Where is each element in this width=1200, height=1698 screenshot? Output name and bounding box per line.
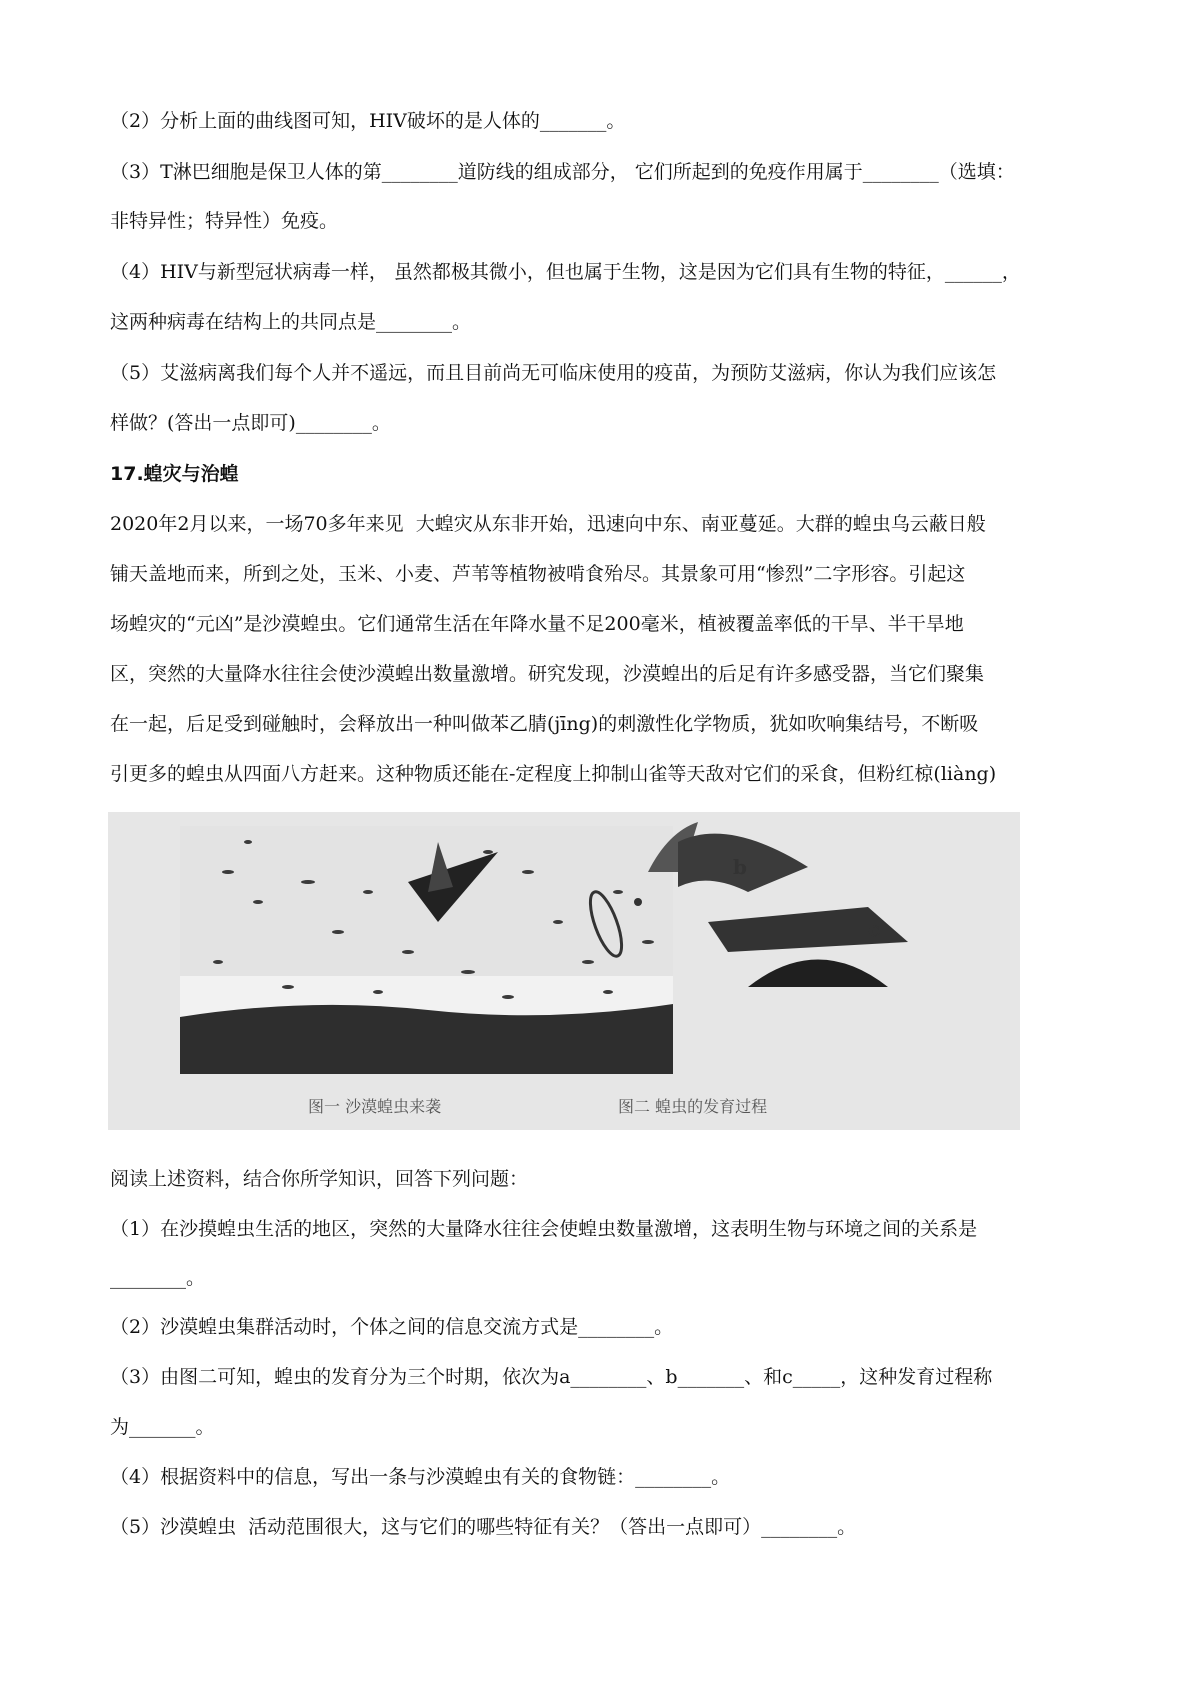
passage-line-2: 铺天盖地而来，所到之处，玉米、小麦、芦苇等植物被啃食殆尽。其景象可用“惨烈”二字形容。引起这 (110, 563, 966, 585)
question-16-4: （4）HIV与新型冠状病毒一样， 虽然都极其微小，但也属于生物，这是因为它们具有生物的特征，______， (110, 261, 1021, 283)
passage-line-1: 2020年2月以来，一场70多年来见 大蝗灾从东非开始，迅速向中东、南亚蔓延。大群的蝗虫乌云蔽日般 (110, 513, 986, 535)
question-17-1-cont: ________。 (110, 1267, 206, 1289)
question-16-5: （5）艾滋病离我们每个人并不遥远，而且目前尚无可临床使用的疫苗，为预防艾滋病，你认为我们应该怎 (110, 362, 997, 384)
locust-figure (108, 812, 1020, 1130)
section-17-heading: 17.蝗灾与治蝗 (110, 463, 239, 485)
passage-line-3: 场蝗灾的“元凶”是沙漠蝗虫。它们通常生活在年降水量不足200毫米，植被覆盖率低的干旱、半干旱地 (110, 613, 964, 635)
passage-line-4: 区，突然的大量降水往往会使沙漠蝗出数量激增。研究发现，沙漠蝗出的后足有许多感受器，当它们聚集 (110, 663, 985, 685)
passage-line-5: 在一起，后足受到碰触时，会释放出一种叫做苯乙腈(jīng)的刺激性化学物质，犹如吹响集结号，不断吸 (110, 713, 979, 735)
instruction-line: 阅读上述资料，结合你所学知识，回答下列问题： (110, 1168, 529, 1190)
figure-2-caption: 图二 蝗虫的发育过程 (618, 1097, 768, 1116)
question-16-3-cont: 非特异性；特异性）免疫。 (110, 210, 339, 232)
question-16-2: （2）分析上面的曲线图可知，HIV破坏的是人体的_______。 (110, 110, 626, 132)
question-17-3: （3）由图二可知，蝗虫的发育分为三个时期，依次为a________、b_______、和c_____，这种发育过程称 (110, 1366, 993, 1388)
question-16-4-cont: 这两种病毒在结构上的共同点是________。 (110, 311, 472, 333)
label-b: b (733, 855, 747, 879)
question-16-3: （3）T淋巴细胞是保卫人体的第________道防线的组成部分， 它们所起到的免疫作用属于________（选填： (110, 161, 1015, 183)
label-c: c (868, 917, 881, 941)
question-17-3-cont: 为_______。 (110, 1416, 215, 1438)
swarm-photo (180, 826, 673, 1116)
question-17-5: （5）沙漠蝗虫 活动范围很大，这与它们的哪些特征有关？（答出一点即可）________。 (110, 1516, 857, 1538)
passage-line-6: 引更多的蝗虫从四面八方赶来。这种物质还能在-定程度上抑制山雀等天敌对它们的采食，但粉红椋(liàng) (110, 763, 997, 785)
question-16-5-cont: 样做？(答出一点即可)________。 (110, 412, 391, 434)
question-17-1: （1）在沙摸蝗虫生活的地区，突然的大量降水往往会使蝗虫数量激增，这表明生物与环境之间的关系是 (110, 1218, 978, 1240)
figure-1-caption: 图一 沙漠蝗虫来袭 (308, 1097, 442, 1116)
question-17-4: （4）根据资料中的信息，写出一条与沙漠蝗虫有关的食物链：________。 (110, 1466, 731, 1488)
question-17-2: （2）沙漠蝗虫集群活动时，个体之间的信息交流方式是________。 (110, 1316, 674, 1338)
